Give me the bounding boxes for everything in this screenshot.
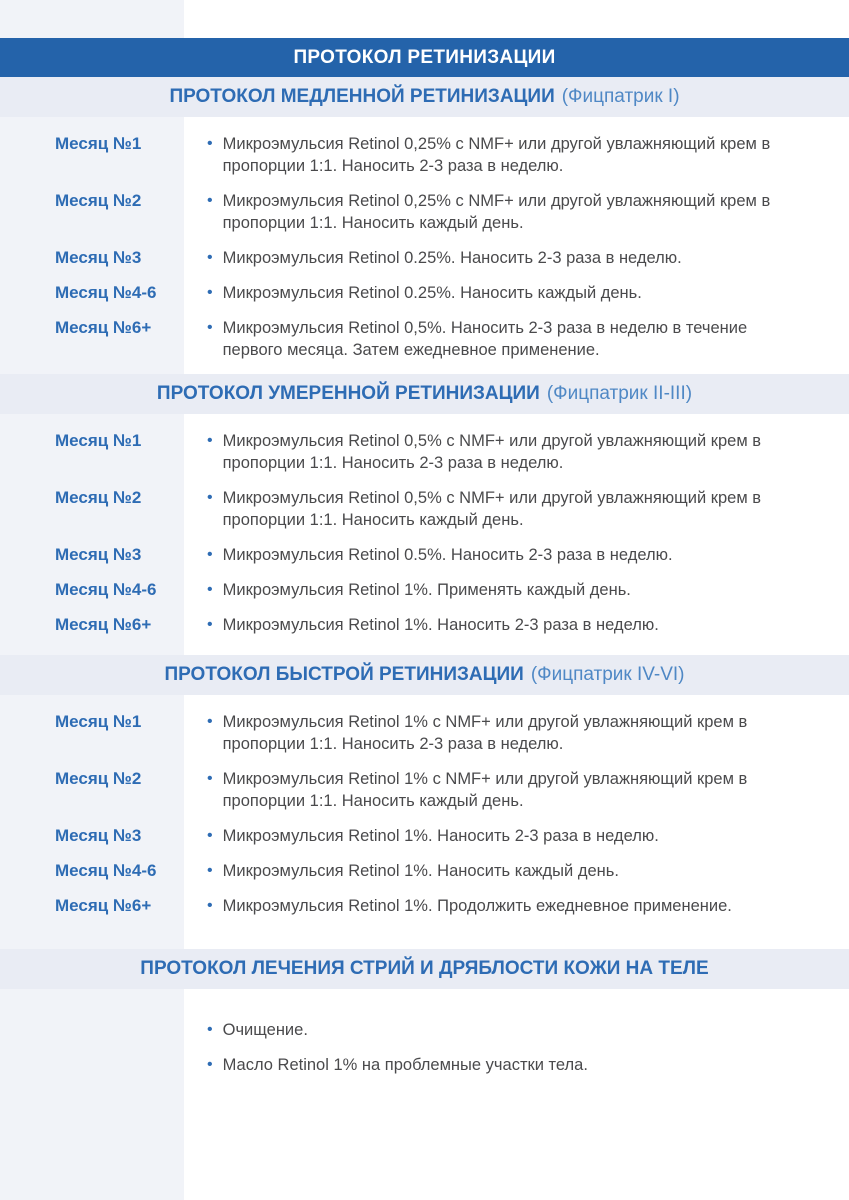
month-label: Месяц №1 xyxy=(55,431,142,450)
month-label: Месяц №4-6 xyxy=(55,283,157,302)
table-row xyxy=(0,487,849,531)
row-content xyxy=(184,1019,785,1041)
bullet-icon: • xyxy=(207,897,213,914)
section-header-stretch-marks xyxy=(0,949,849,989)
row-text: Очищение. xyxy=(222,1021,308,1039)
bullet-icon: • xyxy=(207,192,213,209)
bullet-icon: • xyxy=(207,862,213,879)
row-text: Микроэмульсия Retinol 1%. Наносить каждый день. xyxy=(222,862,619,880)
table-row xyxy=(0,860,849,882)
spacer xyxy=(0,930,849,949)
row-text: Микроэмульсия Retinol 0,25% с NMF+ или другой увлажняющий крем в пропорции 1:1. Наносить каждый день. xyxy=(222,192,771,232)
bullet-icon: • xyxy=(207,546,213,563)
table-row xyxy=(0,190,849,234)
bullet-icon: • xyxy=(207,581,213,598)
table-row xyxy=(0,895,849,917)
row-content xyxy=(184,487,785,531)
row-text: Микроэмульсия Retinol 0.25%. Наносить 2-3 раза в неделю. xyxy=(222,249,682,267)
bullet-icon: • xyxy=(207,135,213,152)
section-subtitle: (Фицпатрик IV-VI) xyxy=(530,664,685,685)
row-text: Микроэмульсия Retinol 1%. Продолжить ежедневное применение. xyxy=(222,897,732,915)
row-content xyxy=(184,768,785,812)
table-row xyxy=(0,247,849,269)
table-row xyxy=(0,430,849,474)
bullet-icon: • xyxy=(207,249,213,266)
section-title: ПРОТОКОЛ УМЕРЕННОЙ РЕТИНИЗАЦИИ xyxy=(156,383,540,404)
section-title: ПРОТОКОЛ МЕДЛЕННОЙ РЕТИНИЗАЦИИ xyxy=(169,86,555,107)
bullet-icon: • xyxy=(207,713,213,730)
month-label: Месяц №4-6 xyxy=(55,580,157,599)
section-header-moderate-retinization xyxy=(0,374,849,414)
row-content xyxy=(184,711,785,755)
row-text: Микроэмульсия Retinol 1%. Наносить 2-3 раза в неделю. xyxy=(222,616,659,634)
section-title: ПРОТОКОЛ ЛЕЧЕНИЯ СТРИЙ И ДРЯБЛОСТИ КОЖИ НА ТЕЛЕ xyxy=(140,958,709,979)
month-label: Месяц №3 xyxy=(55,545,142,564)
table-row xyxy=(0,825,849,847)
main-title-bar xyxy=(0,38,849,77)
bullet-icon: • xyxy=(207,432,213,449)
month-label: Месяц №6+ xyxy=(55,318,152,337)
table-row xyxy=(0,317,849,361)
table-row xyxy=(0,282,849,304)
row-content xyxy=(184,825,785,847)
row-text: Масло Retinol 1% на проблемные участки тела. xyxy=(222,1056,588,1074)
month-label: Месяц №2 xyxy=(55,191,142,210)
section-rows xyxy=(0,117,849,361)
row-content xyxy=(184,190,785,234)
month-label: Месяц №3 xyxy=(55,826,142,845)
section-rows xyxy=(0,695,849,917)
row-content xyxy=(184,282,785,304)
section-subtitle: (Фицпатрик II-III) xyxy=(546,383,693,404)
bullet-icon: • xyxy=(207,827,213,844)
month-label: Месяц №6+ xyxy=(55,896,152,915)
bullet-icon: • xyxy=(207,770,213,787)
row-text: Микроэмульсия Retinol 0,5% с NMF+ или другой увлажняющий крем в пропорции 1:1. Наносить 2-3 раза в неделю. xyxy=(222,432,762,472)
row-text: Микроэмульсия Retinol 1%. Применять каждый день. xyxy=(222,581,631,599)
bullet-icon: • xyxy=(207,319,213,336)
row-text: Микроэмульсия Retinol 0.25%. Наносить каждый день. xyxy=(222,284,642,302)
table-row xyxy=(0,768,849,812)
section-subtitle: (Фицпатрик I) xyxy=(561,86,680,107)
row-text: Микроэмульсия Retinol 0,25% с NMF+ или другой увлажняющий крем в пропорции 1:1. Наносить 2-3 раза в неделю. xyxy=(222,135,771,175)
row-content xyxy=(184,860,785,882)
bullet-icon: • xyxy=(207,1021,213,1038)
row-content xyxy=(184,247,785,269)
section-title: ПРОТОКОЛ БЫСТРОЙ РЕТИНИЗАЦИИ xyxy=(164,664,524,685)
bullet-icon: • xyxy=(207,284,213,301)
table-row xyxy=(0,614,849,636)
table-row xyxy=(0,1019,849,1041)
row-text: Микроэмульсия Retinol 1%. Наносить 2-3 раза в неделю. xyxy=(222,827,659,845)
row-text: Микроэмульсия Retinol 1% с NMF+ или другой увлажняющий крем в пропорции 1:1. Наносить каждый день. xyxy=(222,770,748,810)
table-row xyxy=(0,133,849,177)
row-content xyxy=(184,133,785,177)
row-text: Микроэмульсия Retinol 0,5%. Наносить 2-3 раза в неделю в течение первого месяца. Затем ежедневное применение. xyxy=(222,319,748,359)
row-content xyxy=(184,317,785,361)
bullet-icon: • xyxy=(207,1056,213,1073)
row-content xyxy=(184,544,785,566)
row-content xyxy=(184,430,785,474)
row-text: Микроэмульсия Retinol 0.5%. Наносить 2-3 раза в неделю. xyxy=(222,546,673,564)
section-rows xyxy=(0,989,849,1076)
month-label: Месяц №3 xyxy=(55,248,142,267)
month-label: Месяц №2 xyxy=(55,488,142,507)
month-label: Месяц №2 xyxy=(55,769,142,788)
section-header-fast-retinization xyxy=(0,655,849,695)
month-label: Месяц №4-6 xyxy=(55,861,157,880)
table-row xyxy=(0,544,849,566)
bullet-icon: • xyxy=(207,489,213,506)
table-row xyxy=(0,579,849,601)
row-content xyxy=(184,895,785,917)
table-row xyxy=(0,711,849,755)
row-text: Микроэмульсия Retinol 0,5% с NMF+ или другой увлажняющий крем в пропорции 1:1. Наносить каждый день. xyxy=(222,489,762,529)
bullet-icon: • xyxy=(207,616,213,633)
month-label: Месяц №6+ xyxy=(55,615,152,634)
row-content xyxy=(184,579,785,601)
table-row xyxy=(0,1054,849,1076)
page-title: ПРОТОКОЛ РЕТИНИЗАЦИИ xyxy=(293,46,556,68)
section-header-slow-retinization xyxy=(0,77,849,117)
month-label: Месяц №1 xyxy=(55,134,142,153)
row-content xyxy=(184,1054,785,1076)
section-rows xyxy=(0,414,849,636)
month-label: Месяц №1 xyxy=(55,712,142,731)
row-content xyxy=(184,614,785,636)
row-text: Микроэмульсия Retinol 1% с NMF+ или другой увлажняющий крем в пропорции 1:1. Наносить 2-3 раза в неделю. xyxy=(222,713,748,753)
